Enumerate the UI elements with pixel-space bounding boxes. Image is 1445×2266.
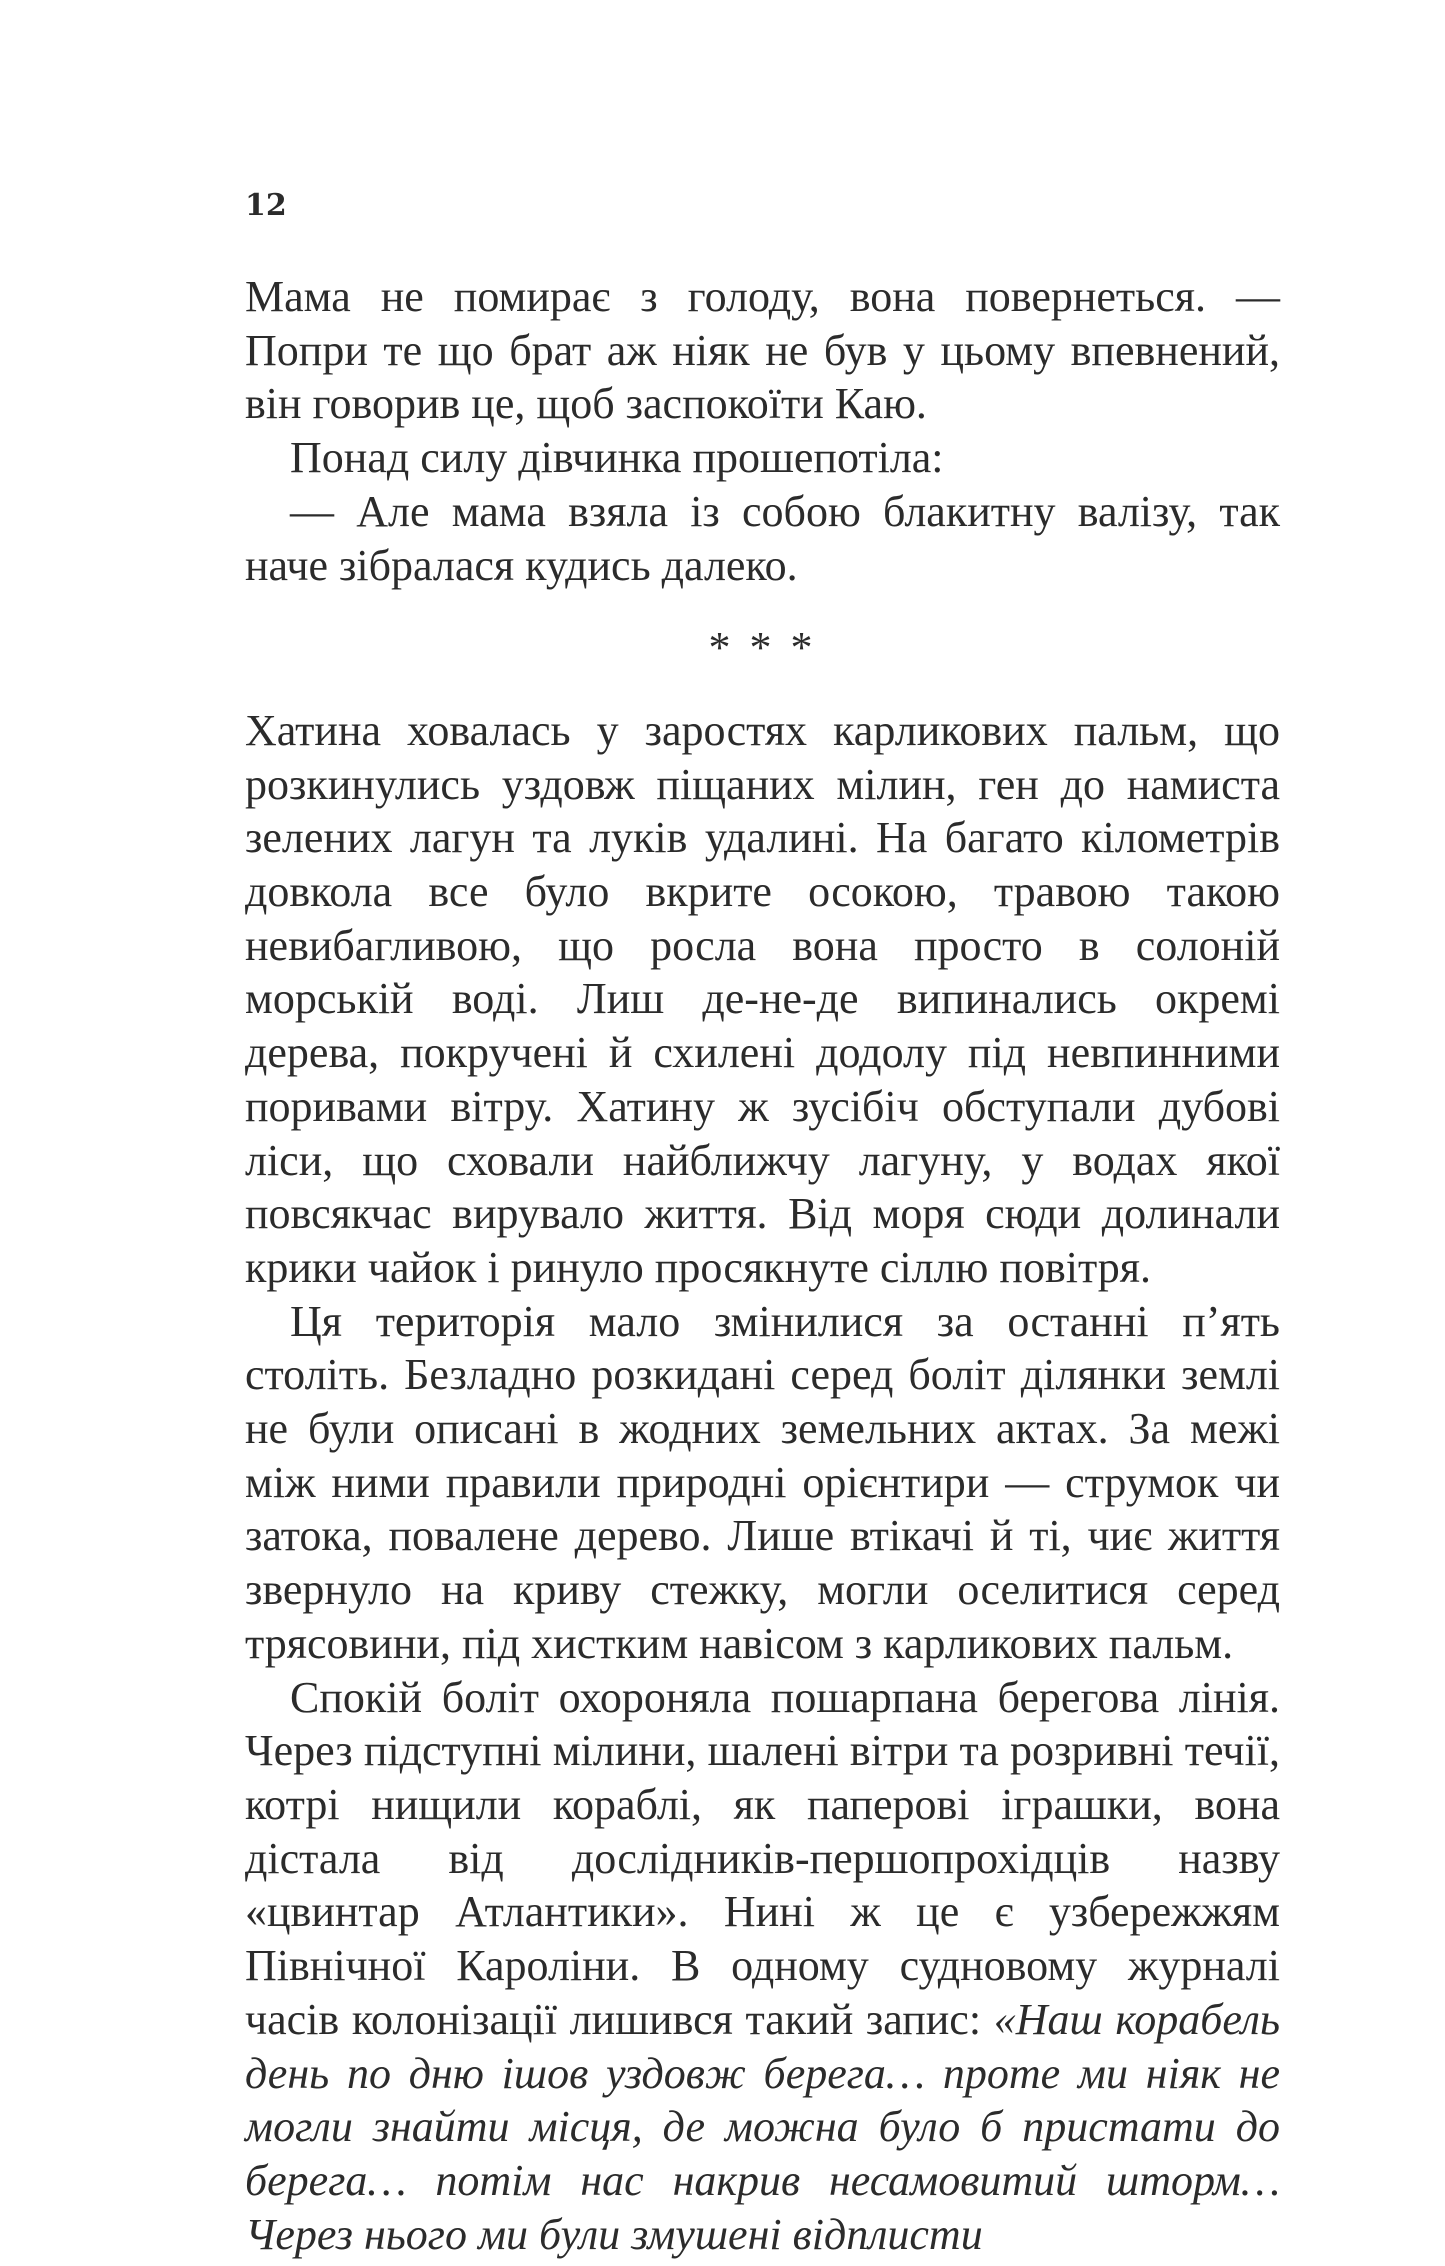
section-divider: * * * bbox=[708, 623, 817, 673]
page-number: 12 bbox=[245, 188, 287, 223]
paragraph-6 bbox=[245, 1671, 1280, 2262]
ship-log-quote: «Наш корабель день по дню ішов уздовж берега… проте ми ніяк не могли знайти місця, де можна було б пристати до берега… потім нас накрив несамовитий шторм… Через нього ми були змушені відплисти bbox=[245, 1994, 1281, 2259]
paragraph-3: — Але мама взяла із собою блакитну валізу, так наче зібралася кудись далеко. bbox=[245, 486, 1280, 590]
page-text bbox=[245, 270, 1280, 2261]
paragraph-6-text: Спокій боліт охороняла пошарпана берегова лінія. Через підступні мілини, шалені вітри та розривні течії, котрі нищили кораблі, як паперові іграшки, вона дістала від дослідників-першопрохідців назву «цвинтар Атлантики». Нині ж це є узбережжям Північної Кароліни. В одному судновому журналі часів колонізації лишився такий запис: bbox=[245, 1672, 1280, 2044]
paragraph-1: Мама не помирає з голоду, вона повернеться. — Попри те що брат аж ніяк не був у цьому впевнений, він говорив це, щоб заспокоїти Каю. bbox=[245, 272, 1280, 429]
paragraph-4: Хатина ховалась у заростях карликових пальм, що розкинулись уздовж піщаних мілин, ген до намиста зелених лагун та луків удалині. На багато кілометрів довкола все було вкрите осокою, травою такою невибагливою, що росла вона просто в солоній морській воді. Лиш де-не-де випинались окремі дерева, покручені й схилені додолу під невпинними поривами вітру. Хатину ж зусібіч обступали дубові ліси, що сховали найближчу лагуну, у водах якої повсякчас вирувало життя. Від моря сюди долинали крики чайок і ринуло просякнуте сіллю повітря. bbox=[245, 705, 1280, 1292]
paragraph-5: Ця територія мало змінилися за останні п’ять століть. Безладно розкидані серед боліт ділянки землі не були описані в жодних земельних актах. За межі між ними правили природні орієнтири — струмок чи затока, повалене дерево. Лише втікачі й ті, чиє життя звернуло на криву стежку, могли оселитися серед трясовини, під хистким навісом з карликових пальм. bbox=[245, 1296, 1280, 1668]
paragraph-2: Понад силу дівчинка прошепотіла: bbox=[290, 433, 944, 483]
